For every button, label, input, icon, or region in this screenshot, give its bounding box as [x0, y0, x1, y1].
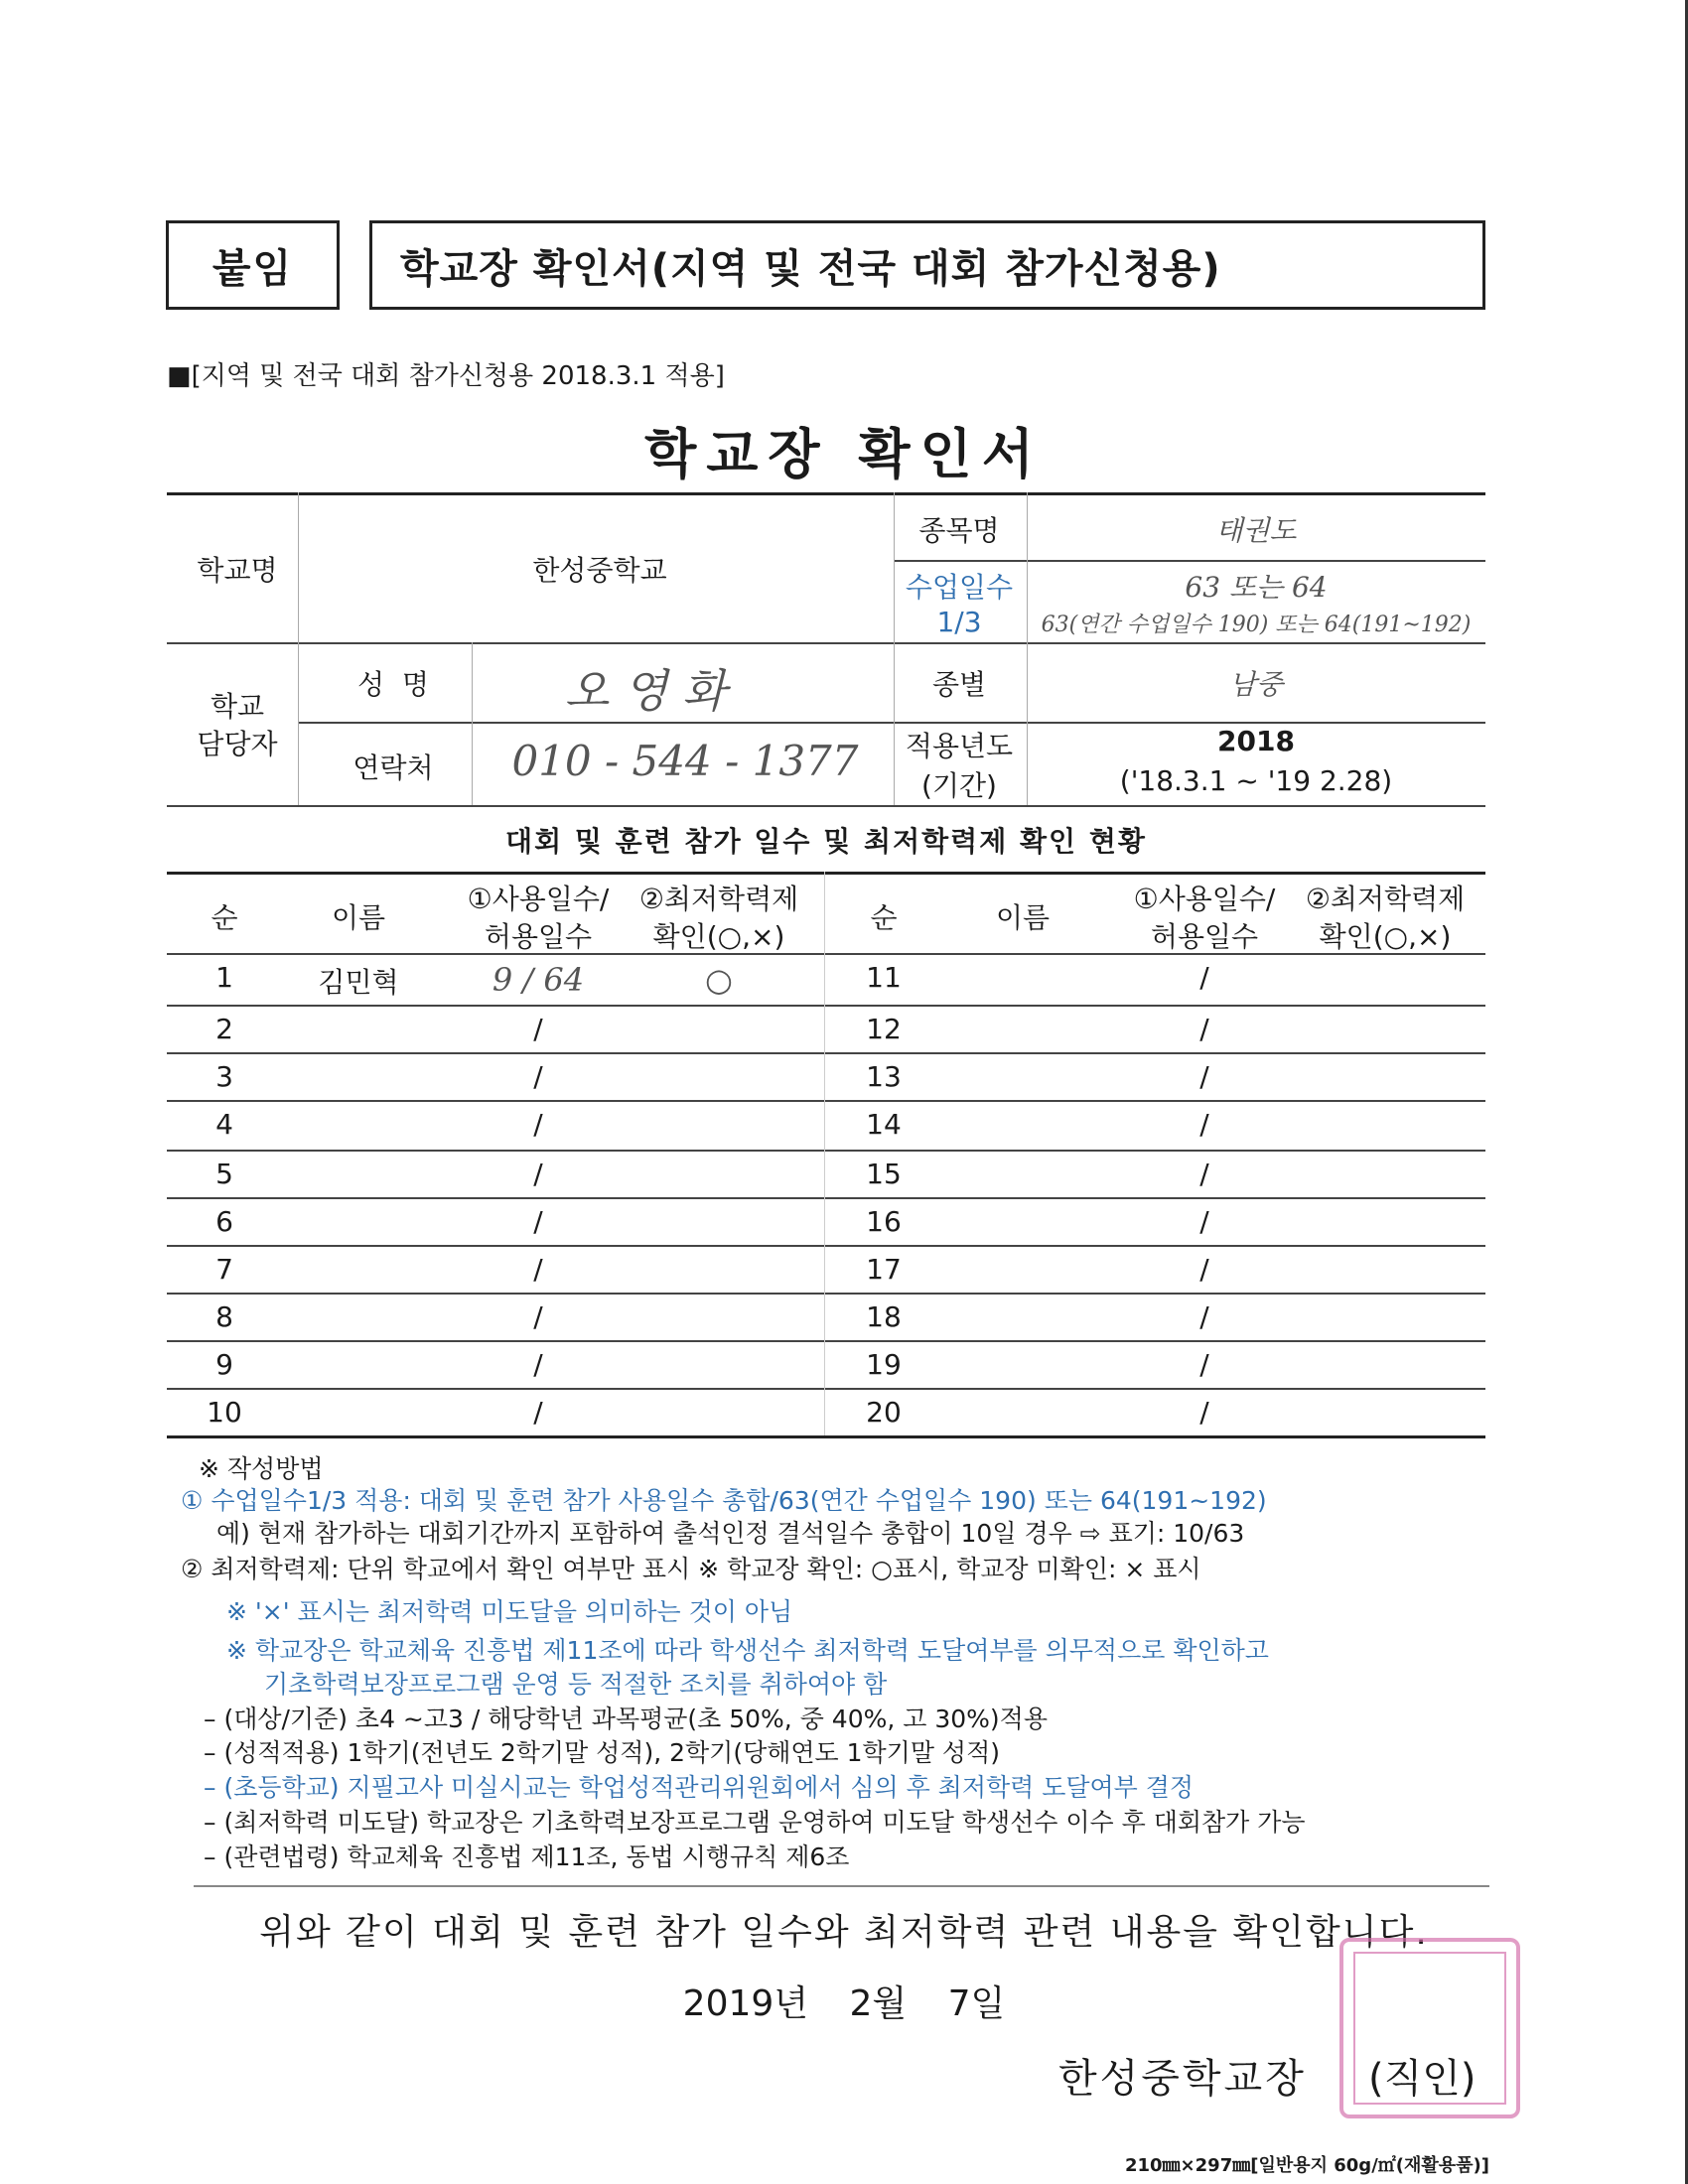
info-divider-4	[472, 642, 473, 805]
year-value-2: ('18.3.1 ~ '19 2.28)	[1119, 764, 1393, 797]
days-used-cell: /	[533, 1205, 543, 1238]
days-used-cell: /	[1199, 1253, 1209, 1286]
info-line-sport	[894, 560, 1485, 562]
row-number: 3	[215, 1060, 233, 1093]
info-divider-1	[298, 492, 299, 805]
info-top-border	[167, 492, 1485, 495]
category-label: 종별	[931, 668, 987, 701]
year-value-1: 2018	[1217, 725, 1295, 757]
table-header-border	[167, 953, 1485, 955]
student-name: 김민혁	[318, 966, 399, 999]
row-number: 5	[215, 1158, 233, 1190]
days-used-cell: /	[1199, 1205, 1209, 1238]
row-number: 11	[866, 961, 902, 994]
info-divider-2	[894, 492, 895, 805]
days-used-cell: /	[533, 1158, 543, 1190]
form-subtitle: ■[지역 및 전국 대회 참가신청용 2018.3.1 적용]	[167, 361, 725, 391]
year-label-2: (기간)	[921, 769, 997, 802]
table-title: 대회 및 훈련 참가 일수 및 최저학력제 확인 현황	[505, 825, 1147, 858]
header-check-left: ②최저학력제	[638, 883, 799, 915]
contact-value: 010 - 544 - 1377	[511, 737, 859, 785]
school-value: 한성중학교	[532, 554, 667, 587]
days-used-cell: /	[1199, 1348, 1209, 1381]
note-4-cont: 기초학력보장프로그램 운영 등 적절한 조치를 취하여야 함	[264, 1670, 888, 1699]
row-number: 1	[215, 961, 233, 994]
note-1-example: 예) 현재 참가하는 대회기간까지 포함하여 출석인정 결석일수 총합이 10일 경우 ⇨ 표기: 10/63	[216, 1519, 1245, 1548]
header-days-sub-right: 허용일수	[1150, 920, 1259, 953]
school-label: 학교명	[197, 554, 278, 587]
days-used-cell: /	[533, 1300, 543, 1333]
days-label-1: 수업일수	[905, 571, 1014, 604]
row-number: 16	[866, 1205, 902, 1238]
document-title-box: 학교장 확인서(지역 및 전국 대회 참가신청용)	[369, 220, 1485, 310]
table-row-border	[167, 1100, 1485, 1102]
days-used-cell: /	[533, 1013, 543, 1045]
days-label-2: 1/3	[936, 606, 982, 638]
note-9: – (관련법령) 학교체육 진흥법 제11조, 동법 시행규칙 제6조	[204, 1843, 850, 1871]
table-row-border	[167, 1245, 1485, 1247]
notes-heading: ※ 작성방법	[199, 1454, 324, 1483]
year-label-1: 적용년도	[905, 730, 1014, 762]
header-name-left: 이름	[331, 901, 386, 934]
row-number: 13	[866, 1060, 902, 1093]
info-bottom-border	[167, 805, 1485, 807]
days-value-1: 63 또는 64	[1185, 571, 1328, 604]
signer-name: 한성중학교장	[1058, 2056, 1307, 2102]
info-line-name	[298, 722, 1485, 724]
header-days-left: ①사용일수/	[467, 883, 610, 915]
paper-spec-footer: 210㎜×297㎜[일반용지 60g/㎡(재활용품)]	[1124, 2155, 1489, 2176]
note-5: – (대상/기준) 초4 ~고3 / 해당학년 과목평균(초 50%, 중 40%, 고 30%)적용	[204, 1705, 1048, 1733]
days-used-cell: /	[1199, 1060, 1209, 1093]
table-row-border	[167, 1388, 1485, 1390]
manager-label-2: 담당자	[197, 728, 278, 760]
days-used-cell: /	[1199, 1108, 1209, 1141]
table-row-border	[167, 1197, 1485, 1199]
note-3: ※ '×' 표시는 최저학력 미도달을 의미하는 것이 아님	[226, 1597, 793, 1626]
days-used-cell: /	[533, 1060, 543, 1093]
header-check-sub-left: 확인(○,×)	[652, 920, 785, 953]
days-used-cell: /	[533, 1108, 543, 1141]
category-value: 남중	[1228, 668, 1284, 701]
confirmation-date: 2019년 2월 7일	[682, 1983, 1006, 2024]
header-name-right: 이름	[995, 901, 1051, 934]
row-number: 12	[866, 1013, 902, 1045]
row-number: 6	[215, 1205, 233, 1238]
days-used-cell: /	[533, 1396, 543, 1429]
table-row-border	[167, 1340, 1485, 1342]
name-label: 성 명	[357, 668, 429, 701]
name-value: 오 영 화	[564, 664, 727, 718]
closing-statement: 위와 같이 대회 및 훈련 참가 일수와 최저학력 관련 내용을 확인합니다.	[259, 1912, 1429, 1953]
days-value-2: 63(연간 수업일수 190) 또는 64(191~192)	[1041, 613, 1472, 637]
sport-value: 태권도	[1215, 514, 1297, 547]
info-line-school	[167, 642, 1485, 644]
table-row-border	[167, 1052, 1485, 1054]
table-row-border	[167, 1005, 1485, 1007]
header-check-sub-right: 확인(○,×)	[1319, 920, 1452, 953]
table-row-border	[167, 1435, 1485, 1438]
days-used-cell: /	[1199, 1396, 1209, 1429]
table-top-border	[167, 872, 1485, 875]
header-no-right: 순	[870, 901, 898, 934]
note-1: ① 수업일수1/3 적용: 대회 및 훈련 참가 사용일수 총합/63(연간 수업일수 190) 또는 64(191~192)	[181, 1486, 1267, 1515]
days-used-cell: 9 / 64	[492, 961, 585, 999]
page-title: 학교장 확인서	[644, 423, 1044, 485]
days-used-cell: /	[533, 1253, 543, 1286]
manager-label-1: 학교	[210, 690, 265, 723]
row-number: 15	[866, 1158, 902, 1190]
header-no-left: 순	[211, 901, 238, 934]
header-check-right: ②최저학력제	[1305, 883, 1466, 915]
table-center-divider	[824, 872, 825, 1435]
contact-label: 연락처	[352, 751, 434, 784]
closing-divider	[194, 1885, 1489, 1887]
note-7: – (초등학교) 지필고사 미실시교는 학업성적관리위원회에서 심의 후 최저학력 도달여부 결정	[204, 1773, 1195, 1802]
row-number: 9	[215, 1348, 233, 1381]
header-days-sub-left: 허용일수	[484, 920, 593, 953]
row-number: 17	[866, 1253, 902, 1286]
info-divider-3	[1027, 492, 1028, 805]
row-number: 19	[866, 1348, 902, 1381]
note-4: ※ 학교장은 학교체육 진흥법 제11조에 따라 학생선수 최저학력 도달여부를 의무적으로 확인하고	[226, 1636, 1269, 1665]
row-number: 2	[215, 1013, 233, 1045]
row-number: 20	[866, 1396, 902, 1429]
days-used-cell: /	[1199, 1013, 1209, 1045]
attachment-tag: 붙임	[166, 220, 340, 310]
note-8: – (최저학력 미도달) 학교장은 기초학력보장프로그램 운영하여 미도달 학생선수 이수 후 대회참가 가능	[204, 1808, 1306, 1837]
sport-label: 종목명	[918, 514, 1000, 547]
row-number: 4	[215, 1108, 233, 1141]
days-used-cell: /	[1199, 1158, 1209, 1190]
row-number: 10	[207, 1396, 242, 1429]
days-used-cell: /	[1199, 1300, 1209, 1333]
note-6: – (성적적용) 1학기(전년도 2학기말 성적), 2학기(당해연도 1학기말 성적)	[204, 1738, 1000, 1767]
min-academic-check-cell: ○	[705, 961, 733, 999]
table-row-border	[167, 1293, 1485, 1295]
header-days-right: ①사용일수/	[1133, 883, 1276, 915]
note-2: ② 최저학력제: 단위 학교에서 확인 여부만 표시 ※ 학교장 확인: ○표시, 학교장 미확인: × 표시	[181, 1555, 1201, 1583]
row-number: 18	[866, 1300, 902, 1333]
row-number: 14	[866, 1108, 902, 1141]
days-used-cell: /	[533, 1348, 543, 1381]
row-number: 7	[215, 1253, 233, 1286]
days-used-cell: /	[1199, 961, 1209, 994]
seal-label: (직인)	[1368, 2056, 1477, 2102]
table-row-border	[167, 1150, 1485, 1152]
row-number: 8	[215, 1300, 233, 1333]
